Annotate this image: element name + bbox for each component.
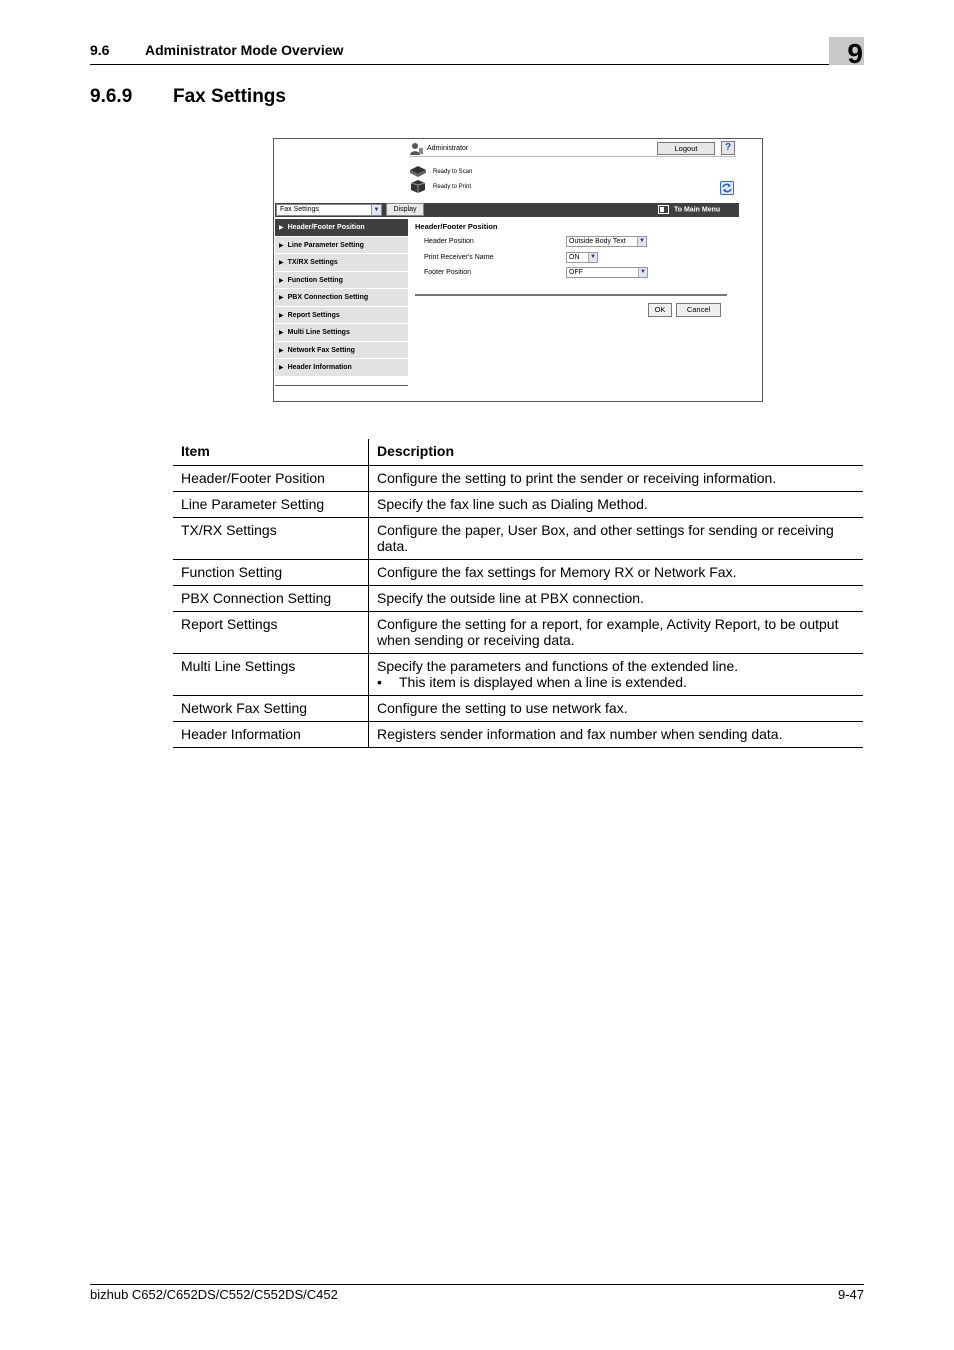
triangle-right-icon: ▶ <box>279 347 284 354</box>
table-row <box>173 466 863 492</box>
table-cell-item: Header/Footer Position <box>173 466 369 492</box>
sidebar-item-network-fax-setting[interactable] <box>275 342 408 360</box>
table-cell-description: Configure the setting for a report, for example, Activity Report, to be output when sending or receiving data. <box>369 612 864 654</box>
footer-position-select[interactable] <box>566 267 648 278</box>
table-cell-description: Configure the fax settings for Memory RX or Network Fax. <box>369 560 864 586</box>
sidebar-item-report-settings[interactable] <box>275 307 408 325</box>
table-row <box>173 586 863 612</box>
sidebar-item-label: Header Information <box>287 364 352 371</box>
admin-bar <box>409 141 736 157</box>
table-cell-description: Registers sender information and fax number when sending data. <box>369 722 864 748</box>
print-status-label: Ready to Print <box>433 184 472 190</box>
sidebar-item-header-information[interactable] <box>275 359 408 377</box>
chevron-down-icon: ▼ <box>638 268 647 277</box>
print-receivers-name-value: ON <box>569 254 580 261</box>
content-divider <box>415 294 727 296</box>
sidebar-item-pbx-connection-setting[interactable] <box>275 289 408 307</box>
table-cell-description: Configure the paper, User Box, and other settings for sending or receiving data. <box>369 518 864 560</box>
sidebar-divider <box>275 385 408 386</box>
category-select-value: Fax Settings <box>280 206 319 213</box>
chapter-number-badge: 9 <box>829 37 864 65</box>
table-row <box>173 612 863 654</box>
chevron-down-icon: ▼ <box>371 205 381 215</box>
sidebar-item-line-parameter-setting[interactable] <box>275 237 408 255</box>
field-label-footer-position: Footer Position <box>424 269 472 276</box>
sidebar-item-label: Network Fax Setting <box>287 346 355 354</box>
field-label-print-receivers-name: Print Receiver's Name <box>424 254 494 261</box>
sidebar-item-header-footer-position[interactable] <box>275 219 408 237</box>
print-receivers-name-select[interactable] <box>566 252 598 263</box>
sidebar-item-label: Line Parameter Setting <box>287 241 364 249</box>
running-header-section-title: Administrator Mode Overview <box>145 42 344 58</box>
table-row <box>173 492 863 518</box>
help-button[interactable]: ? <box>721 141 735 155</box>
to-main-menu-label: To Main Menu <box>674 206 721 214</box>
sidebar-item-label: Header/Footer Position <box>287 224 365 231</box>
administrator-label: Administrator <box>427 145 469 152</box>
table-cell-description: Configure the setting to print the sender or receiving information. <box>369 466 864 492</box>
main-menu-icon <box>658 205 669 214</box>
triangle-right-icon: ▶ <box>279 365 284 371</box>
table-cell-item: TX/RX Settings <box>173 518 369 560</box>
table-cell-item: PBX Connection Setting <box>173 586 369 612</box>
sidebar-menu <box>275 219 408 377</box>
table-row <box>173 560 863 586</box>
table-header-row <box>173 439 863 466</box>
triangle-right-icon: ▶ <box>279 260 284 266</box>
table-cell-item: Line Parameter Setting <box>173 492 369 518</box>
triangle-right-icon: ▶ <box>279 242 284 249</box>
table-cell-description: Configure the setting to use network fax. <box>369 696 864 722</box>
triangle-right-icon: ▶ <box>279 330 284 336</box>
section-number: 9.6.9 <box>90 86 133 107</box>
table-cell-item: Function Setting <box>173 560 369 586</box>
ok-button[interactable]: OK <box>648 303 672 317</box>
logout-button[interactable]: Logout <box>657 142 715 155</box>
column-header-item: Item <box>173 439 369 466</box>
table-row <box>173 518 863 560</box>
description-text: Specify the parameters and functions of the extended line. <box>377 658 739 674</box>
section-title: Fax Settings <box>173 86 286 107</box>
bullet-icon: • <box>377 674 382 690</box>
sidebar-item-label: PBX Connection Setting <box>287 294 369 301</box>
settings-description-table <box>173 439 863 748</box>
scan-status-label: Ready to Scan <box>433 169 473 175</box>
field-label-header-position: Header Position <box>424 238 474 245</box>
sidebar-item-label: Function Setting <box>287 276 343 284</box>
table-cell-item: Header Information <box>173 722 369 748</box>
refresh-icon <box>721 182 733 194</box>
footer-model-name: bizhub C652/C652DS/C552/C552DS/C452 <box>90 1287 338 1302</box>
refresh-button[interactable] <box>720 181 734 195</box>
table-cell-description: Specify the outside line at PBX connection. <box>369 586 864 612</box>
sidebar-item-label: Multi Line Settings <box>287 329 350 336</box>
bullet-text: This item is displayed when a line is extended. <box>399 674 687 690</box>
table-cell-item: Multi Line Settings <box>173 654 369 696</box>
sidebar-item-label: Report Settings <box>287 311 340 319</box>
content-title: Header/Footer Position <box>415 222 498 231</box>
display-button[interactable]: Display <box>386 203 424 216</box>
footer-position-value: OFF <box>569 269 583 276</box>
triangle-right-icon: ▶ <box>279 295 284 301</box>
cancel-button[interactable]: Cancel <box>676 303 721 317</box>
triangle-right-icon: ▶ <box>279 312 284 319</box>
table-cell-description <box>369 654 864 696</box>
to-main-menu-link[interactable] <box>658 205 720 214</box>
triangle-right-icon: ▶ <box>279 277 284 284</box>
sidebar-item-tx-rx-settings[interactable] <box>275 254 408 272</box>
table-cell-item: Report Settings <box>173 612 369 654</box>
table-cell-item: Network Fax Setting <box>173 696 369 722</box>
header-position-value: Outside Body Text <box>569 238 626 245</box>
sidebar-item-label: TX/RX Settings <box>287 259 338 266</box>
printer-icon <box>409 180 427 193</box>
table-row <box>173 722 863 748</box>
category-select[interactable] <box>276 204 382 216</box>
table-cell-description: Specify the fax line such as Dialing Method. <box>369 492 864 518</box>
bullet-note <box>377 674 855 690</box>
chevron-down-icon: ▼ <box>588 253 597 262</box>
running-header-section-number: 9.6 <box>90 42 110 58</box>
sidebar-item-function-setting[interactable] <box>275 272 408 290</box>
triangle-right-icon: ▶ <box>279 225 284 231</box>
scanner-icon <box>409 165 427 178</box>
chevron-down-icon: ▼ <box>637 237 646 246</box>
column-header-description: Description <box>369 439 864 466</box>
administrator-icon <box>410 142 424 155</box>
footer-page-number: 9-47 <box>837 1287 864 1302</box>
header-divider <box>90 64 864 65</box>
footer-divider <box>90 1284 864 1285</box>
header-position-select[interactable] <box>566 236 647 247</box>
fax-settings-screenshot <box>273 138 763 402</box>
table-row <box>173 696 863 722</box>
table-row <box>173 654 863 696</box>
sidebar-item-multi-line-settings[interactable] <box>275 324 408 342</box>
